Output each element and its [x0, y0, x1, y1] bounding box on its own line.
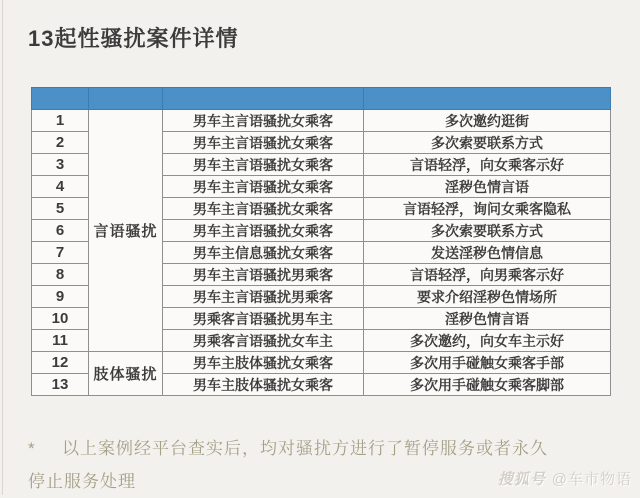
- description-cell: 男乘客言语骚扰男车主: [163, 308, 364, 330]
- description-cell: 男乘客言语骚扰女车主: [163, 330, 364, 352]
- detail-cell: 发送淫秽色情信息: [364, 242, 611, 264]
- footnote-line-1: [28, 432, 603, 465]
- category-cell-physical: 肢体骚扰: [89, 352, 163, 396]
- case-number-cell: 6: [32, 220, 89, 242]
- table-row: [32, 110, 611, 132]
- case-number-cell: 12: [32, 352, 89, 374]
- table-row: [32, 352, 611, 374]
- watermark-platform-logo: 搜狐号: [497, 471, 546, 488]
- description-cell: 男车主肢体骚扰女乘客: [163, 352, 364, 374]
- description-cell: 男车主言语骚扰女乘客: [163, 110, 364, 132]
- detail-cell: 多次邀约逛街: [364, 110, 611, 132]
- watermark-account: @车市物语: [551, 471, 632, 488]
- description-cell: 男车主言语骚扰男乘客: [163, 286, 364, 308]
- detail-cell: 要求介绍淫秽色情场所: [364, 286, 611, 308]
- case-number-cell: 3: [32, 154, 89, 176]
- footnote-asterisk: *: [28, 439, 36, 458]
- header-cell-number: [32, 88, 89, 110]
- detail-cell: 多次邀约，向女车主示好: [364, 330, 611, 352]
- case-number-cell: 5: [32, 198, 89, 220]
- watermark: [498, 468, 632, 489]
- detail-cell: 言语轻浮，询问女乘客隐私: [364, 198, 611, 220]
- page-title: 13起性骚扰案件详情: [28, 26, 239, 51]
- case-number-cell: 10: [32, 308, 89, 330]
- footnote-text-1: 以上案例经平台查实后，均对骚扰方进行了暂停服务或者永久: [62, 439, 548, 458]
- detail-cell: 多次索要联系方式: [364, 132, 611, 154]
- harassment-case-table: [31, 87, 611, 396]
- page-edge-line: [2, 0, 3, 495]
- category-cell-verbal: 言语骚扰: [89, 110, 163, 352]
- description-cell: 男车主言语骚扰女乘客: [163, 132, 364, 154]
- detail-cell: 言语轻浮，向男乘客示好: [364, 264, 611, 286]
- description-cell: 男车主言语骚扰女乘客: [163, 176, 364, 198]
- detail-cell: 言语轻浮，向女乘客示好: [364, 154, 611, 176]
- detail-cell: 淫秽色情言语: [364, 308, 611, 330]
- detail-cell: 淫秽色情言语: [364, 176, 611, 198]
- detail-cell: 多次索要联系方式: [364, 220, 611, 242]
- case-number-cell: 8: [32, 264, 89, 286]
- table-header-row: [32, 88, 611, 110]
- description-cell: 男车主言语骚扰女乘客: [163, 154, 364, 176]
- header-cell-detail: [364, 88, 611, 110]
- case-number-cell: 2: [32, 132, 89, 154]
- header-cell-description: [163, 88, 364, 110]
- case-number-cell: 1: [32, 110, 89, 132]
- case-number-cell: 13: [32, 374, 89, 396]
- description-cell: 男车主言语骚扰女乘客: [163, 198, 364, 220]
- description-cell: 男车主言语骚扰女乘客: [163, 220, 364, 242]
- case-number-cell: 9: [32, 286, 89, 308]
- header-cell-category: [89, 88, 163, 110]
- detail-cell: 多次用手碰触女乘客脚部: [364, 374, 611, 396]
- description-cell: 男车主言语骚扰男乘客: [163, 264, 364, 286]
- description-cell: 男车主肢体骚扰女乘客: [163, 374, 364, 396]
- case-number-cell: 11: [32, 330, 89, 352]
- detail-cell: 多次用手碰触女乘客手部: [364, 352, 611, 374]
- case-number-cell: 4: [32, 176, 89, 198]
- footnote-line-2: 停止服务处理: [28, 472, 136, 491]
- description-cell: 男车主信息骚扰女乘客: [163, 242, 364, 264]
- case-number-cell: 7: [32, 242, 89, 264]
